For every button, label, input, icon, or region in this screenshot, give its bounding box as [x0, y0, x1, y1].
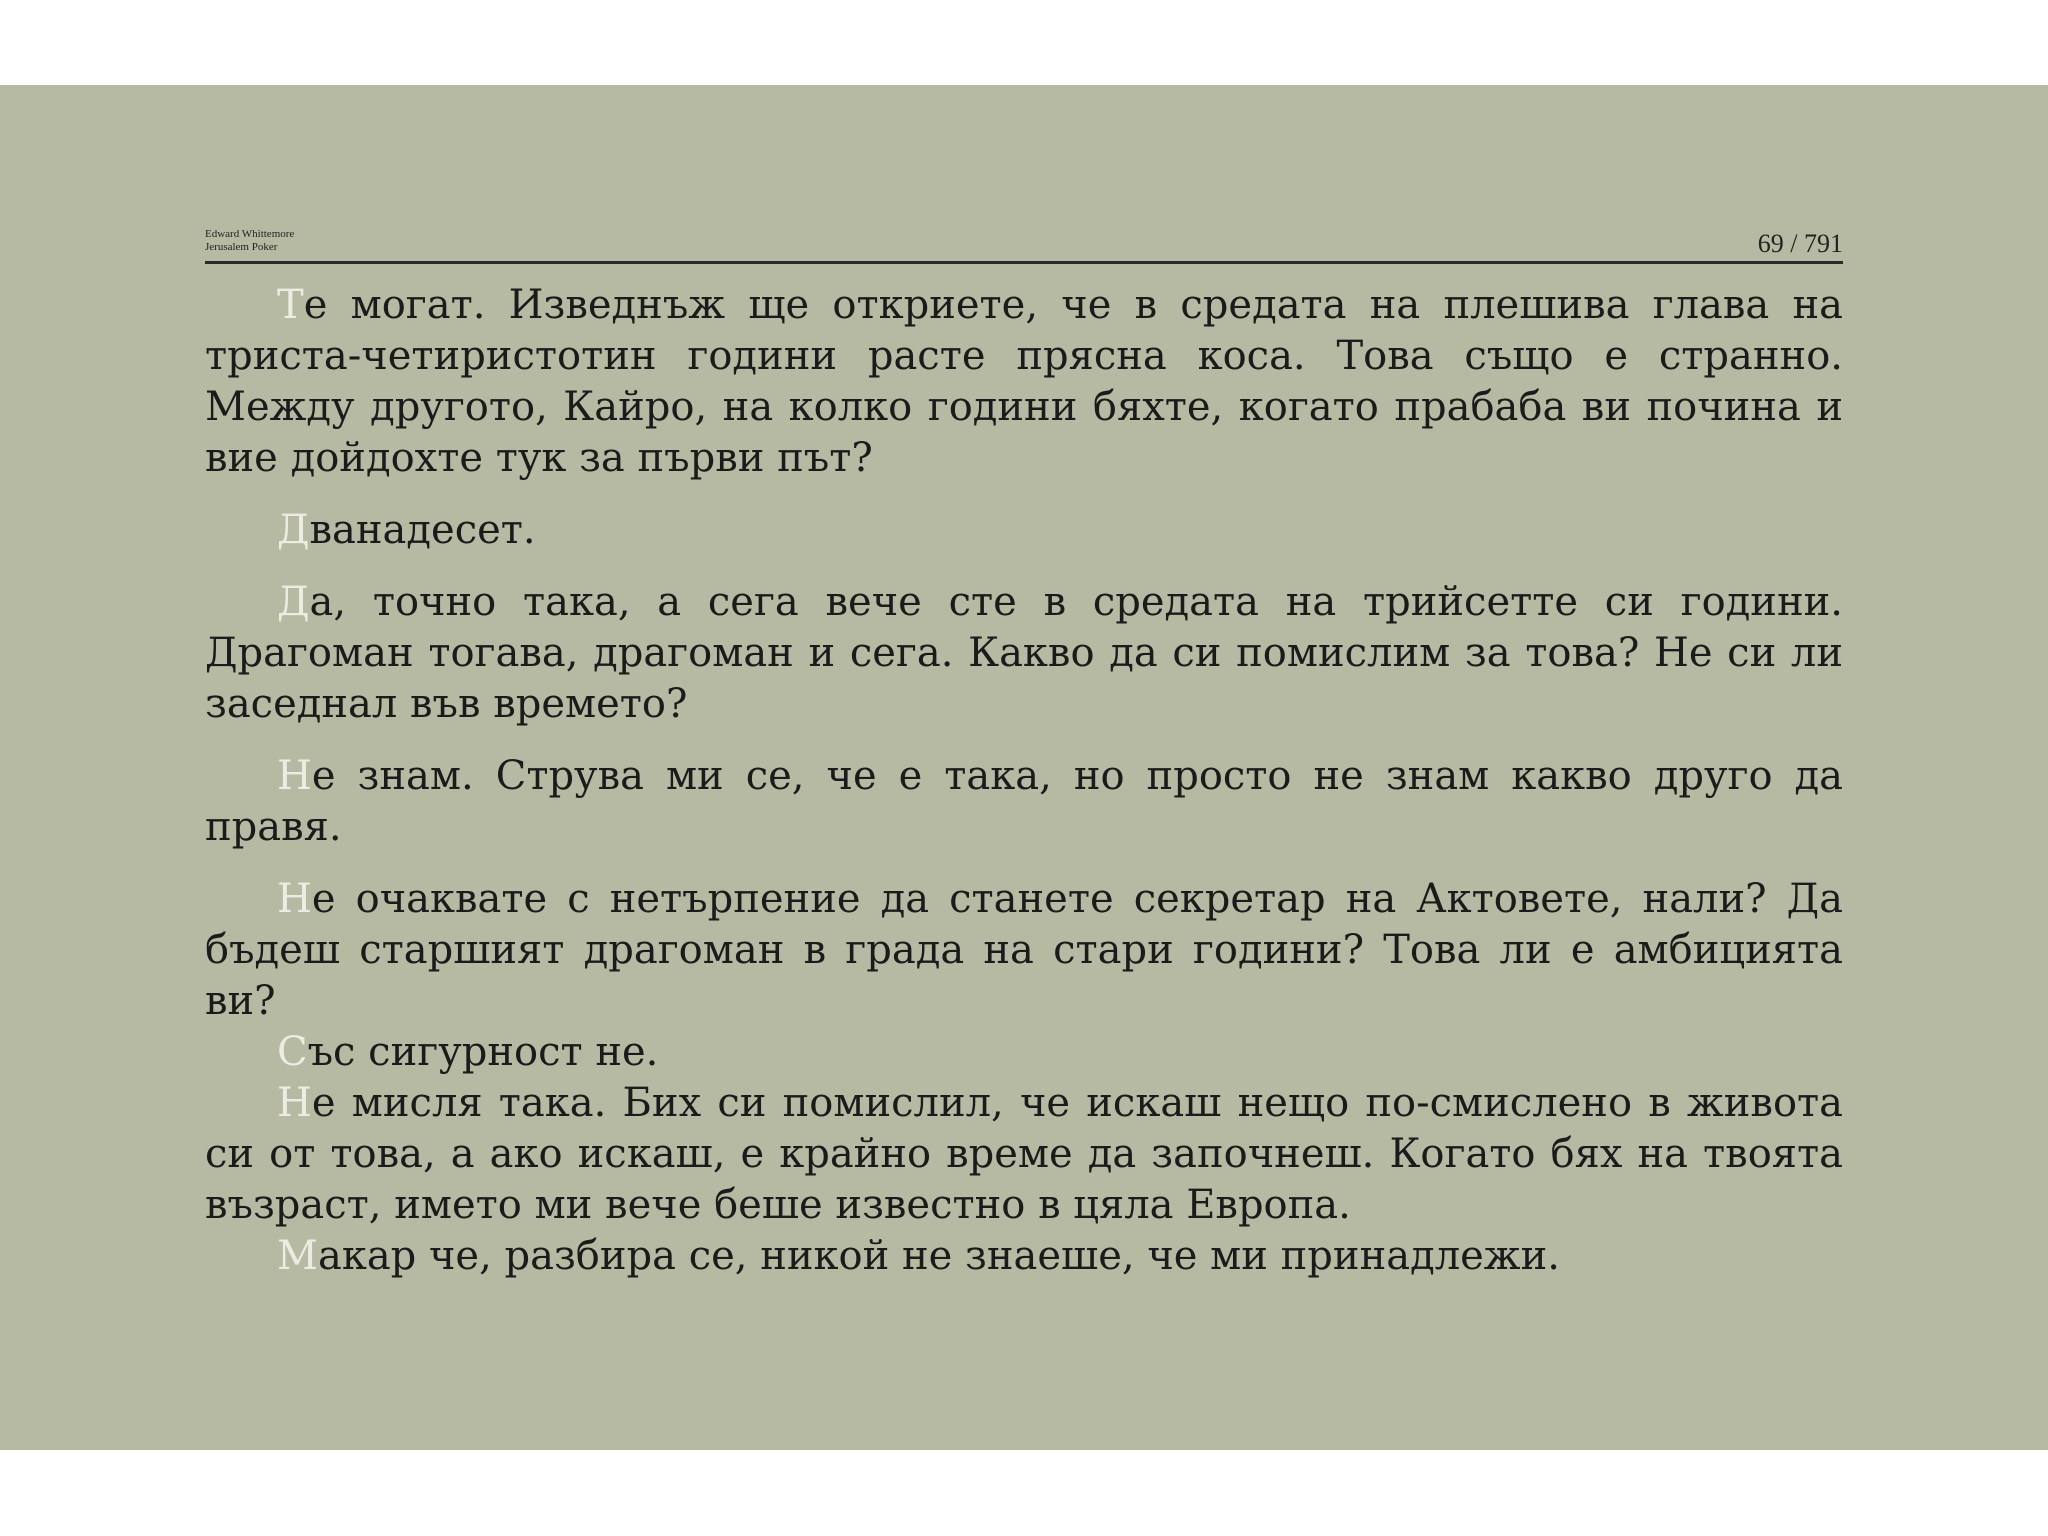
paragraph-text: а, точно така, а сега вече сте в средата на трийсетте си години. Драгоман тогава, драгоман и сега. Какво да си помислим за това? Не си ли заседнал във времето? — [205, 579, 1843, 727]
paragraph — [205, 751, 1843, 853]
book-title: Jerusalem Poker — [205, 241, 278, 253]
paragraph-text: е знам. Струва ми се, че е така, но просто не знам какво друго да правя. — [205, 753, 1843, 850]
paragraph-initial: С — [277, 1029, 308, 1075]
paragraph-text: ванадесет. — [309, 507, 536, 553]
paragraph-initial: Д — [277, 507, 310, 553]
paragraph — [205, 1027, 1843, 1078]
page-indicator: 69 / 791 — [1757, 229, 1843, 258]
paragraph-initial: Н — [277, 753, 312, 799]
paragraph-text: е мисля така. Бих си помислил, че искаш нещо по-смислено в живота си от това, а ако искаш, е крайно време да започнеш. Когато бях на твоята възраст, името ми вече беше известно в цяла Европа. — [205, 1080, 1843, 1228]
page-header — [205, 223, 1843, 264]
paragraph — [205, 577, 1843, 730]
paragraph-initial: Д — [277, 579, 310, 625]
paragraph — [205, 1078, 1843, 1231]
paragraph — [205, 280, 1843, 484]
paragraph — [205, 874, 1843, 1027]
paragraph-initial: Н — [277, 876, 312, 922]
paragraph-initial: Н — [277, 1080, 312, 1126]
paragraph-initial: М — [277, 1233, 318, 1279]
page-text — [205, 280, 1843, 1282]
paragraph-initial: Т — [277, 282, 304, 328]
paragraph-text: ъс сигурност не. — [307, 1029, 659, 1075]
reader-page[interactable] — [0, 85, 2048, 1450]
paragraph-text: е могат. Изведнъж ще откриете, че в средата на плешива глава на триста-четиристотин години расте прясна коса. Това също е странно. Между другото, Кайро, на колко години бяхте, когато прабаба ви почина и вие дойдохте тук за първи път? — [205, 282, 1843, 481]
book-meta — [205, 228, 294, 254]
paragraph — [205, 1231, 1843, 1282]
paragraph-text: е очаквате с нетърпение да станете секретар на Актовете, нали? Да бъдеш старшият драгоман в града на стари години? Това ли е амбицията ви? — [205, 876, 1843, 1024]
paragraph-text: акар че, разбира се, никой не знаеше, че ми принадлежи. — [317, 1233, 1560, 1279]
author-name: Edward Whittemore — [205, 228, 295, 240]
paragraph — [205, 505, 1843, 556]
